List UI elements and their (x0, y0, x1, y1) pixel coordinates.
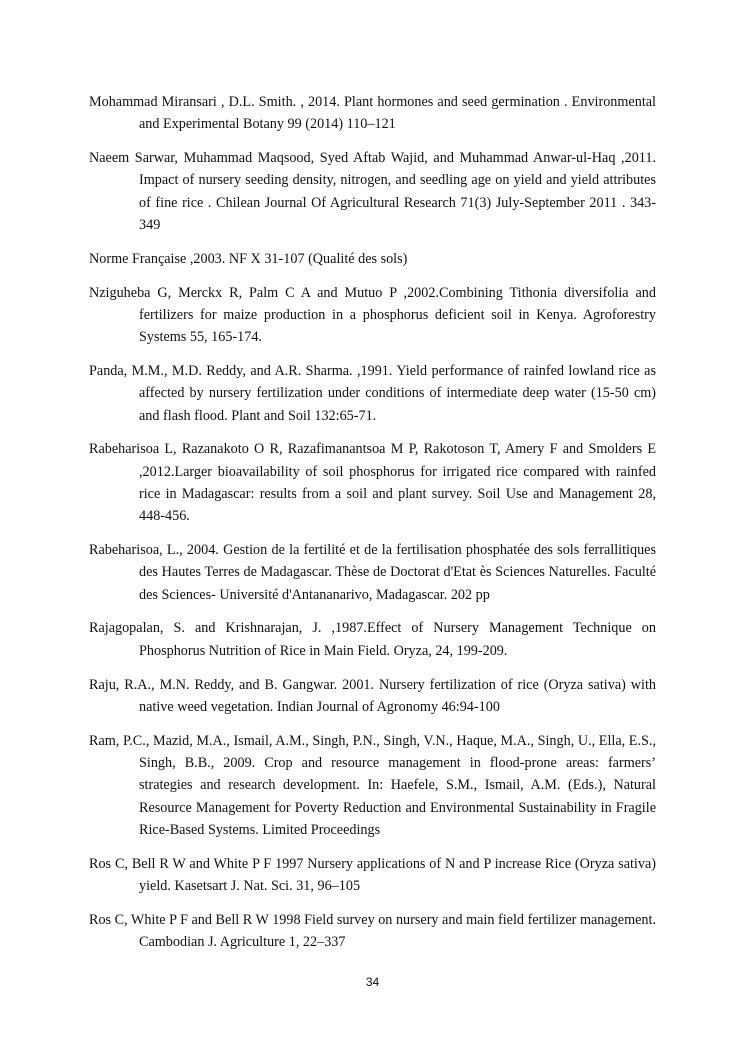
reference-panda-1991: Panda, M.M., M.D. Reddy, and A.R. Sharma. ,1991. Yield performance of rainfed lowland rice as affected by nursery fertilization under conditions of intermediate deep water (15-50 cm) and flash flood. Plant and Soil 132:65-71. (89, 362, 656, 424)
reference-rabeharisoa-2012: Rabeharisoa L, Razanakoto O R, Razafimanantsoa M P, Rakotoson T, Amery F and Smolders E ,2012.Larger bioavailability of soil phosphorus for irrigated rice compared with rainfed rice in Madagascar: results from a soil and plant survey. Soil Use and Management 28, 448-456. (89, 441, 656, 525)
reference-ram-2009: Ram, P.C., Mazid, M.A., Ismail, A.M., Singh, P.N., Singh, V.N., Haque, M.A., Singh, U., Ella, E.S., Singh, B.B., 2009. Crop and resource management in flood-prone areas: farmers’ strategies and research development. In: Haefele, S.M., Ismail, A.M. (Eds.), Natural Resource Management for Poverty Reduction and Environmental Sustainability in Fragile Rice-Based Systems. Limited Proceedings (89, 732, 656, 838)
reference-ros-1998: Ros C, White P F and Bell R W 1998 Field survey on nursery and main field fertilizer management. Cambodian J. Agriculture 1, 22–337 (89, 911, 656, 950)
reference-rabeharisoa-2004: Rabeharisoa, L., 2004. Gestion de la fertilité et de la fertilisation phosphatée des sols ferrallitiques des Hautes Terres de Madagascar. Thèse de Doctorat d'Etat ès Sciences Naturelles. Faculté des Sciences- Université d'Antananarivo, Madagascar. 202 pp (89, 542, 656, 603)
reference-sarwar-2011: Naeem Sarwar, Muhammad Maqsood, Syed Aftab Wajid, and Muhammad Anwar-ul-Haq ,2011. Impact of nursery seeding density, nitrogen, and seedling age on yield and yield attributes of fine rice . Chilean Journal Of Agricultural Research 71(3) July-September 2011 . 343-349 (89, 150, 656, 233)
reference-norme-francaise-2003: Norme Française ,2003. NF X 31-107 (Qualité des sols) (89, 250, 408, 267)
page-number: 34 (365, 975, 380, 989)
reference-nziguheba-2002: Nziguheba G, Merckx R, Palm C A and Mutuo P ,2002.Combining Tithonia diversifolia and fertilizers for maize production in a phosphorus deficient soil in Kenya. Agroforestry Systems 55, 165-174. (89, 284, 656, 346)
reference-raju-2001: Raju, R.A., M.N. Reddy, and B. Gangwar. 2001. Nursery fertilization of rice (Oryza sativa) with native weed vegetation. Indian Journal of Agronomy 46:94-100 (89, 676, 656, 715)
reference-rajagopalan-1987: Rajagopalan, S. and Krishnarajan, J. ,1987.Effect of Nursery Management Technique on Phosphorus Nutrition of Rice in Main Field. Oryza, 24, 199-209. (89, 620, 656, 659)
reference-list (89, 91, 656, 965)
reference-ros-1997: Ros C, Bell R W and White P F 1997 Nursery applications of N and P increase Rice (Oryza sativa) yield. Kasetsart J. Nat. Sci. 31, 96–105 (89, 855, 656, 894)
reference-miransari-2014: Mohammad Miransari , D.L. Smith. , 2014. Plant hormones and seed germination . Environmental and Experimental Botany 99 (2014) 110–121 (89, 94, 656, 133)
